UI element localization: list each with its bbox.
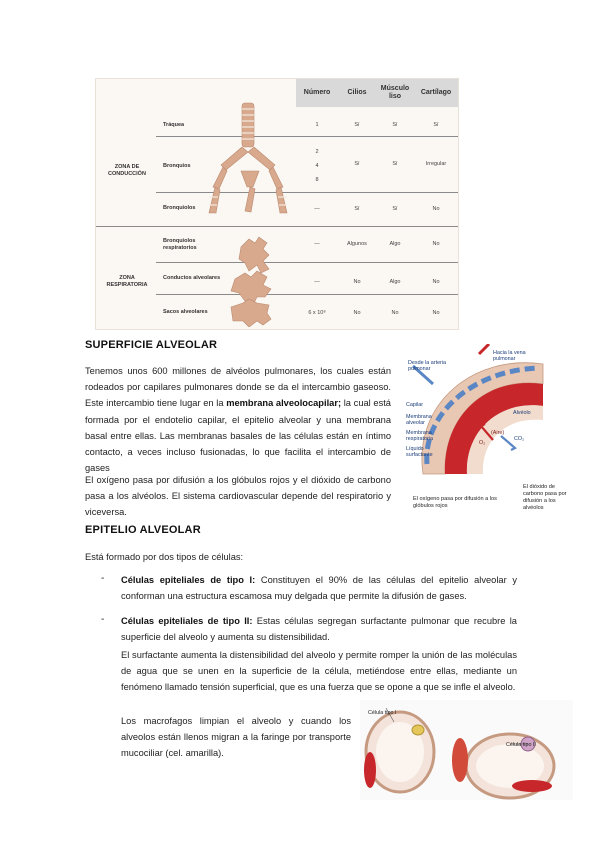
- red-blood-cell: [449, 448, 457, 456]
- co2-arrow: [501, 436, 515, 450]
- cell-cilios: No: [353, 279, 361, 285]
- label-hacia-vena: Hacia la vena pulmonar: [493, 350, 526, 363]
- row-label-bronquiolos: Bronquiolos: [163, 205, 196, 211]
- section-title-epitelio-alveolar: EPITELIO ALVEOLAR: [85, 524, 201, 536]
- cell-numero: 2 4 8: [315, 149, 319, 183]
- paragraph-difusion: El oxígeno pasa por difusión a los glóbulos rojos y el dióxido de carbono pasa a los alvéolos. El sistema cardiovascular depende del respiratorio y viceversa.: [85, 475, 391, 518]
- header-cilios: Cilios: [338, 79, 376, 107]
- airway-zones-figure: [95, 78, 459, 330]
- macrophage-cell: [412, 725, 424, 735]
- header-musculo-liso: Músculo liso: [376, 79, 414, 107]
- left-bronchus-lower-shape: [213, 167, 227, 189]
- cell-musculo: No: [391, 310, 399, 316]
- cell-musculo: Algo: [389, 241, 401, 247]
- respiratory-bronchiole-shape: [239, 237, 269, 273]
- cell-numero: 1: [315, 122, 319, 128]
- cell-cilios: Sí: [354, 161, 360, 167]
- cell-cartilago: No: [432, 206, 440, 212]
- row-label-bronquios: Bronquios: [163, 163, 191, 169]
- label-desde-arteria: Desde la arteria pulmonar: [408, 360, 447, 373]
- cell-numero: —: [314, 279, 320, 285]
- capillary-shape: [452, 738, 468, 782]
- bronchiole-shape: [245, 187, 255, 212]
- label-celula-tipo-ii: Célula tipo II: [506, 742, 536, 748]
- bullet-celulas-tipo-ii: [121, 613, 517, 645]
- row-label-sacos-alveolares: Sacos alveolares: [163, 309, 208, 315]
- bullet-text: Estas células segregan surfactante pulmonar que recubre la superficie del alveolo y aumenta su distensibilidad.: [121, 616, 517, 643]
- cell-musculo: Sí: [392, 206, 398, 212]
- bullet-text: Constituyen el 90% de las células del epitelio alveolar y conforman una estructura escamosa muy delgada que permite la difusión de gases.: [121, 575, 517, 602]
- label-capilar: Capilar: [406, 402, 424, 408]
- label-liquido-surfactante: Líquido surfactante: [406, 446, 433, 459]
- row-label-bronquiolos-respiratorios: Bronquiolos respiratorios: [163, 238, 197, 251]
- central-branch-shape: [241, 171, 259, 187]
- alveolar-cell-types-diagram: [360, 700, 573, 800]
- section-title-superficie-alveolar: SUPERFICIE ALVEOLAR: [85, 339, 218, 351]
- header-numero: Número: [296, 79, 338, 107]
- cell-cilios: Sí: [354, 122, 360, 128]
- paragraph-text: Tenemos unos 600 millones de alvéolos pulmonares, los cuales están rodeados por capilares pulmonares donde se da el intercambio gaseoso. Este intercambio tiene lugar en la: [85, 366, 391, 409]
- label-co2: CO₂: [514, 436, 525, 442]
- cell-musculo: Sí: [392, 161, 398, 167]
- arrow-to-vein: [479, 344, 489, 354]
- cell-cartilago: Irregular: [425, 161, 447, 167]
- alveolar-capillary-diagram: [393, 344, 573, 516]
- bullet-dash: -: [101, 614, 105, 625]
- cell-cartilago: No: [432, 310, 440, 316]
- label-o2: O₂: [479, 440, 486, 446]
- cell-cilios: No: [353, 310, 361, 316]
- header-cartilago: Cartílago: [414, 79, 458, 107]
- label-aire: (Aire): [491, 430, 505, 436]
- caption-oxigeno: El oxígeno pasa por difusión a los glóbulos rojos: [413, 496, 497, 509]
- row-label-conductos-alveolares: Conductos alveolares: [163, 275, 221, 281]
- label-celula-tipo-i: Célula tipo I: [368, 710, 397, 716]
- term-celulas-tipo-ii: Células epiteliales de tipo II:: [121, 616, 253, 626]
- cell-musculo: Algo: [389, 279, 401, 285]
- zone-conduccion-label: ZONA DE CONDUCCIÓN: [108, 164, 146, 177]
- left-segmental-shape: [209, 187, 220, 213]
- paragraph-text: la cual está formada por el endotelio capilar, el epitelio alveolar y una membrana basal entre ellas. Las membranas basales de las células están en íntimo contacto, a veces incluso fusionadas, lo que facilita el intercambio de gases: [85, 398, 391, 474]
- red-blood-cell: [459, 424, 467, 432]
- bullet-celulas-tipo-i: [121, 572, 517, 604]
- paragraph-membrana-alveolocapilar: [85, 363, 391, 476]
- term-membrana-alveolocapilar: membrana alveolocapilar;: [226, 398, 342, 409]
- cell-cartilago: Sí: [433, 122, 439, 128]
- airway-tree-illustration: [201, 101, 296, 327]
- cell-cartilago: No: [432, 279, 440, 285]
- bullet-dash: -: [101, 573, 105, 584]
- red-blood-cell: [477, 404, 485, 412]
- cell-musculo: Sí: [392, 122, 398, 128]
- cell-numero: 6 x 10⁸: [308, 310, 326, 316]
- right-bronchus-lower-shape: [269, 167, 283, 189]
- cell-cilios: Algunos: [347, 241, 367, 247]
- paragraph-surfactante: El surfactante aumenta la distensibilidad del alveolo y permite romper la unión de las moléculas de agua que se unen en la superficie de la célula, metiéndose entre ellas, mediante un fenómeno llamado tensión superficial, que es una fuerza que se opone a que se infle el alveolo.: [121, 650, 517, 693]
- row-label-traquea: Tráquea: [163, 122, 185, 128]
- caption-dioxido: El dióxido de carbono pasa por difusión a los alvéolos: [523, 484, 567, 511]
- alveolar-sac-shape: [231, 299, 271, 327]
- label-membrana-respiratoria: Membrana respiratoria: [406, 430, 433, 443]
- zone-respiratoria-label: ZONA RESPIRATORIA: [106, 275, 148, 288]
- right-segmental-shape: [276, 187, 287, 213]
- cell-numero: —: [314, 241, 320, 247]
- paragraph-intro: Está formado por dos tipos de células:: [85, 552, 244, 562]
- red-blood-cell: [501, 390, 509, 398]
- capillary-shape: [364, 752, 376, 788]
- cell-cilios: Sí: [354, 206, 360, 212]
- term-celulas-tipo-i: Células epiteliales de tipo I:: [121, 575, 256, 585]
- right-bronchus-shape: [248, 147, 275, 170]
- label-alveolo: Alvéolo: [513, 410, 531, 416]
- cell-numero: —: [314, 206, 320, 212]
- cell-cartilago: No: [432, 241, 440, 247]
- label-membrana-alveolar: Membrana alveolar: [406, 414, 432, 427]
- paragraph-macrofagos: Los macrofagos limpian el alveolo y cuando los alveolos están llenos migran a la faringe por transporte mucociliar (cel. amarilla).: [121, 716, 351, 759]
- capillary-shape: [512, 780, 552, 792]
- left-bronchus-shape: [221, 147, 248, 170]
